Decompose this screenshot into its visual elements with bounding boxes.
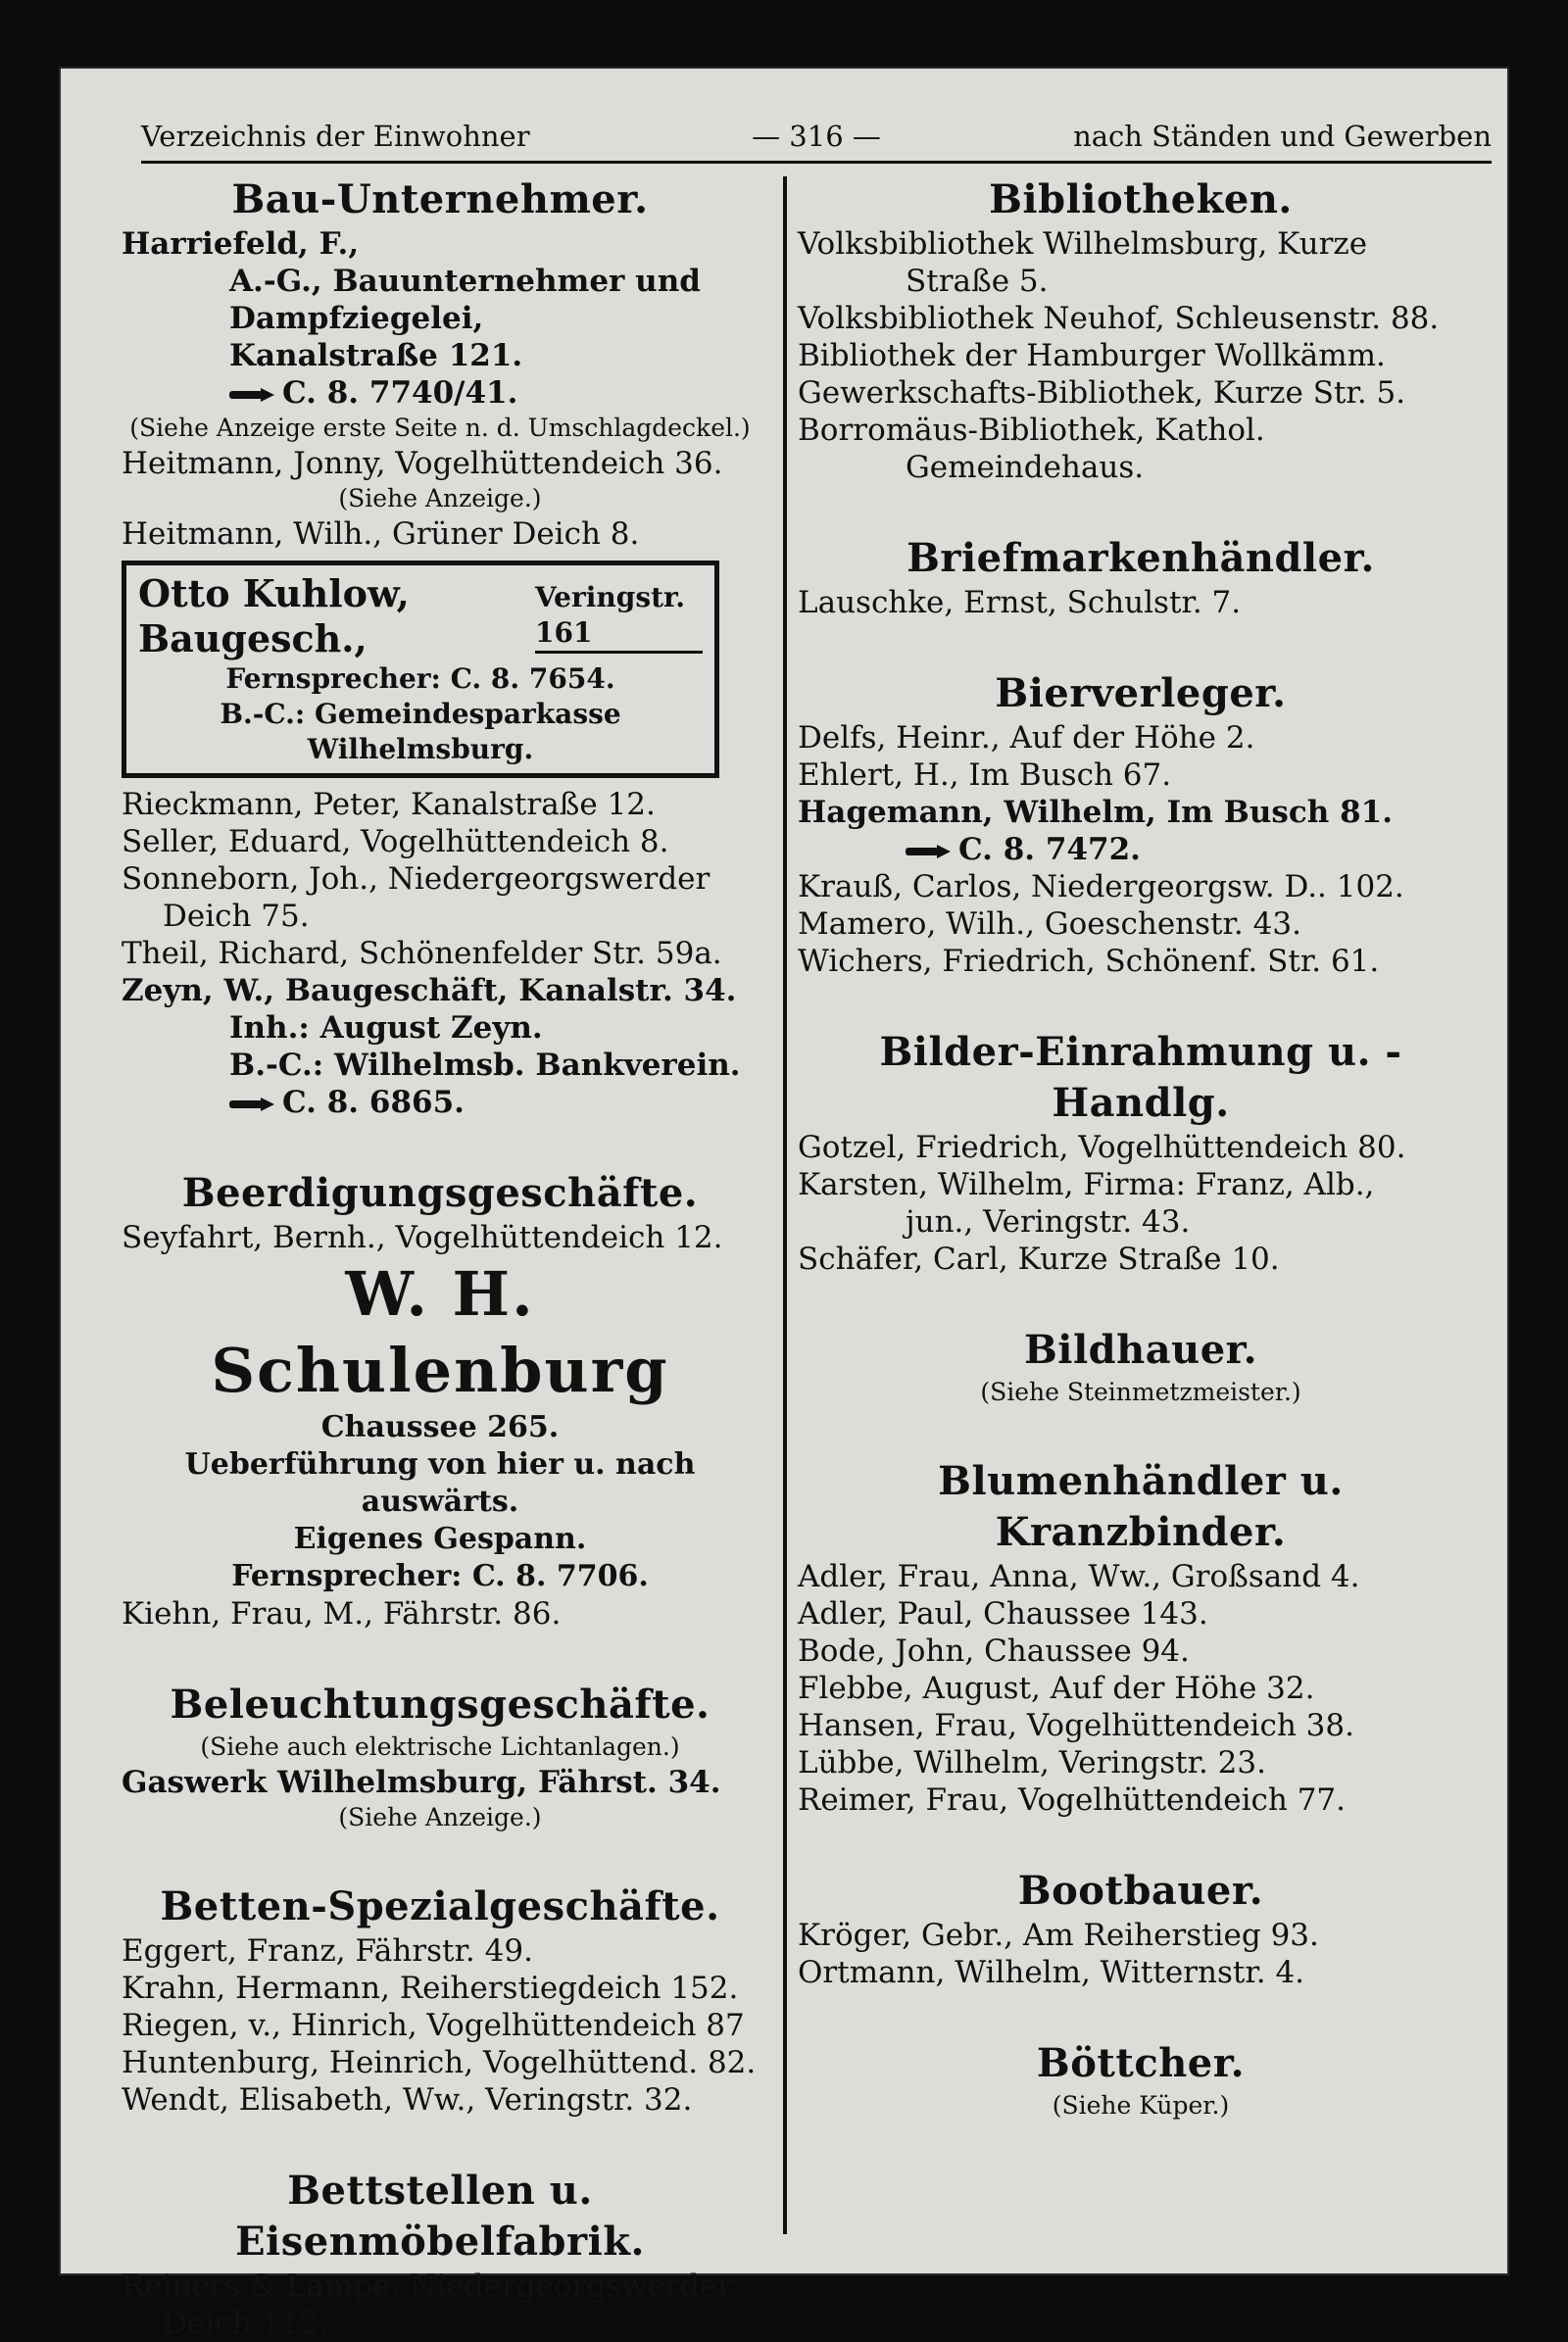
telephone-icon bbox=[229, 388, 274, 402]
entry-line: Volksbibliothek Wilhelmsburg, Kurze bbox=[798, 226, 1368, 262]
section-title: Bildhauer. bbox=[1023, 1327, 1258, 1373]
entry-line: Hagemann, Wilhelm, Im Busch 81. bbox=[798, 795, 1393, 830]
page-header bbox=[141, 112, 1492, 164]
entry-phone-line bbox=[122, 374, 759, 412]
entry-line: Huntenburg, Heinrich, Vogelhüttend. 82. bbox=[122, 2045, 757, 2080]
entry-phone-line bbox=[122, 1084, 759, 1121]
entry-line: Inh.: August Zeyn. bbox=[229, 1010, 543, 1046]
telephone-icon bbox=[229, 1098, 274, 1111]
entry-line: Delfs, Heinr., Auf der Höhe 2. bbox=[798, 720, 1255, 756]
column-divider bbox=[783, 176, 787, 2234]
advert-line: Fernsprecher: C. 8. 7706. bbox=[231, 1559, 649, 1593]
entry-line: Lauschke, Ernst, Schulstr. 7. bbox=[798, 585, 1242, 620]
section-beerdigungsgeschaefte bbox=[122, 1168, 759, 1633]
entry-line: Schäfer, Carl, Kurze Straße 10. bbox=[798, 1242, 1280, 1277]
entry-line: Seller, Eduard, Vogelhüttendeich 8. bbox=[122, 824, 669, 859]
section-title: Bettstellen u. Eisenmöbelfabrik. bbox=[235, 2168, 645, 2265]
entry-line: Kröger, Gebr., Am Reiherstieg 93. bbox=[798, 1918, 1319, 1953]
entry-line: Bode, John, Chaussee 94. bbox=[798, 1634, 1190, 1669]
advert-box-kuhlow bbox=[122, 561, 719, 778]
section-boettcher bbox=[798, 2038, 1484, 2122]
entry-line: A.-G., Bauunternehmer und bbox=[229, 264, 701, 299]
entry-note: (Siehe auch elektrische Lichtanlagen.) bbox=[200, 1732, 680, 1761]
entry-line: Dampfziegelei, bbox=[229, 301, 484, 336]
phone-number: C. 8. 7740/41. bbox=[282, 375, 518, 411]
entry-line: Flebbe, August, Auf der Höhe 32. bbox=[798, 1671, 1315, 1706]
entry-line: Deich 75. bbox=[163, 899, 310, 934]
section-bildhauer bbox=[798, 1325, 1484, 1409]
section-title: Beleuchtungsgeschäfte. bbox=[170, 1682, 710, 1728]
section-beleuchtungsgeschaefte bbox=[122, 1680, 759, 1834]
section-title: Betten-Spezialgeschäfte. bbox=[160, 1883, 720, 1929]
advert-address: Veringstr. 161 bbox=[535, 580, 703, 654]
entry-line: Seyfahrt, Bernh., Vogelhüttendeich 12. bbox=[122, 1220, 723, 1255]
entry-line: Adler, Frau, Anna, Ww., Großsand 4. bbox=[798, 1559, 1360, 1594]
section-bettstellen bbox=[122, 2166, 759, 2342]
advert-schulenburg bbox=[122, 1256, 759, 1595]
entry-line: Hansen, Frau, Vogelhüttendeich 38. bbox=[798, 1708, 1354, 1743]
advert-phone: Fernsprecher: C. 8. 7654. bbox=[225, 662, 615, 695]
advert-bank: B.-C.: Gemeindesparkasse Wilhelmsburg. bbox=[220, 698, 621, 765]
entry-line: Heitmann, Jonny, Vogelhüttendeich 36. bbox=[122, 446, 723, 481]
entry-line: Theil, Richard, Schönenfelder Str. 59a. bbox=[122, 936, 722, 971]
advert-line: Chaussee 265. bbox=[320, 1410, 560, 1444]
entry-line: jun., Veringstr. 43. bbox=[906, 1204, 1191, 1240]
section-title: Blumenhändler u. Kranzbinder. bbox=[938, 1458, 1344, 1555]
entry-line: Kanalstraße 121. bbox=[229, 338, 523, 373]
entry-line: Sonneborn, Joh., Niedergeorgswerder bbox=[122, 861, 710, 897]
entry-line: Volksbibliothek Neuhof, Schleusenstr. 88. bbox=[798, 301, 1440, 336]
entry-line: Lübbe, Wilhelm, Veringstr. 23. bbox=[798, 1745, 1266, 1781]
header-left: Verzeichnis der Einwohner bbox=[141, 120, 530, 153]
entry-note: (Siehe Steinmetzmeister.) bbox=[980, 1378, 1301, 1406]
entry-line: Mamero, Wilh., Goeschenstr. 43. bbox=[798, 906, 1301, 942]
entry-line: Krauß, Carlos, Niedergeorgsw. D.. 102. bbox=[798, 869, 1404, 904]
entry-line: Kiehn, Frau, M., Fährstr. 86. bbox=[122, 1596, 562, 1632]
entry-line: Gewerkschafts-Bibliothek, Kurze Str. 5. bbox=[798, 375, 1406, 411]
header-right: nach Ständen und Gewerben bbox=[1073, 120, 1492, 153]
entry-line: Bibliothek der Hamburger Wollkämm. bbox=[798, 338, 1386, 373]
section-bau-unternehmer bbox=[122, 174, 759, 1121]
entry-line: Karsten, Wilhelm, Firma: Franz, Alb., bbox=[798, 1167, 1375, 1202]
section-title: Beerdigungsgeschäfte. bbox=[181, 1170, 699, 1216]
entry-line: Adler, Paul, Chaussee 143. bbox=[798, 1596, 1208, 1632]
section-title: Böttcher. bbox=[1036, 2040, 1246, 2086]
entry-line: Ehlert, H., Im Busch 67. bbox=[798, 757, 1172, 793]
directory-page bbox=[61, 69, 1507, 2341]
entry-line: B.-C.: Wilhelmsb. Bankverein. bbox=[229, 1048, 741, 1083]
entry-line: Riegen, v., Hinrich, Vogelhüttendeich 87 bbox=[122, 2008, 745, 2043]
entry-phone-line bbox=[798, 831, 1484, 868]
entry-line: Deich 112. bbox=[163, 2306, 329, 2341]
section-title: Bibliotheken. bbox=[989, 176, 1293, 222]
entry-line: Gemeindehaus. bbox=[906, 450, 1145, 485]
entry-line: Gaswerk Wilhelmsburg, Fährst. 34. bbox=[122, 1765, 721, 1800]
entry-line: Wendt, Elisabeth, Ww., Veringstr. 32. bbox=[122, 2082, 693, 2118]
section-bierverleger bbox=[798, 668, 1484, 980]
section-briefmarkenhaendler bbox=[798, 533, 1484, 621]
section-bootbauer bbox=[798, 1866, 1484, 1991]
advert-line: Eigenes Gespann. bbox=[293, 1522, 587, 1556]
entry-line: Wichers, Friedrich, Schönenf. Str. 61. bbox=[798, 944, 1380, 979]
telephone-icon bbox=[906, 845, 951, 858]
section-bilder-einrahmung bbox=[798, 1027, 1484, 1278]
section-title: Briefmarkenhändler. bbox=[906, 535, 1375, 581]
section-bibliotheken bbox=[798, 174, 1484, 486]
phone-number: C. 8. 6865. bbox=[282, 1085, 465, 1120]
section-title: Bierverleger. bbox=[995, 670, 1287, 716]
entry-note: (Siehe Anzeige.) bbox=[338, 484, 542, 512]
entry-note: (Siehe Anzeige.) bbox=[338, 1803, 542, 1831]
entry-line: Harriefeld, F., bbox=[122, 226, 360, 262]
entry-line: Reiners & Lampe, Niedergeorgswerder bbox=[122, 2269, 732, 2304]
section-title: Bootbauer. bbox=[1017, 1868, 1264, 1914]
entry-line: Straße 5. bbox=[906, 264, 1049, 299]
entry-line: Reimer, Frau, Vogelhüttendeich 77. bbox=[798, 1782, 1346, 1818]
right-column bbox=[798, 174, 1484, 2122]
phone-number: C. 8. 7472. bbox=[958, 832, 1141, 867]
entry-line: Rieckmann, Peter, Kanalstraße 12. bbox=[122, 787, 656, 822]
entry-line: Krahn, Hermann, Reiherstiegdeich 152. bbox=[122, 1971, 739, 2006]
entry-line: Borromäus-Bibliothek, Kathol. bbox=[798, 413, 1265, 448]
advert-title: Otto Kuhlow, Baugesch., bbox=[138, 571, 410, 660]
section-title: Bau-Unternehmer. bbox=[231, 176, 649, 222]
entry-note: (Siehe Anzeige erste Seite n. d. Umschlagdeckel.) bbox=[129, 414, 751, 442]
section-blumenhaendler bbox=[798, 1456, 1484, 1819]
entry-line: Ortmann, Wilhelm, Witternstr. 4. bbox=[798, 1955, 1305, 1990]
entry-line: Eggert, Franz, Fährstr. 49. bbox=[122, 1933, 533, 1969]
section-title: Bilder-Einrahmung u. -Handlg. bbox=[879, 1029, 1402, 1126]
entry-line: Zeyn, W., Baugeschäft, Kanalstr. 34. bbox=[122, 973, 737, 1008]
section-betten-spezialgeschaefte bbox=[122, 1881, 759, 2119]
entry-note: (Siehe Küper.) bbox=[1052, 2091, 1230, 2120]
advert-title: W. H. Schulenburg bbox=[211, 1258, 669, 1406]
left-column bbox=[122, 174, 759, 2342]
entry-line: Heitmann, Wilh., Grüner Deich 8. bbox=[122, 516, 640, 552]
page-number: — 316 — bbox=[752, 120, 881, 153]
advert-line: Ueberführung von hier u. nach auswärts. bbox=[184, 1447, 696, 1519]
entry-line: Gotzel, Friedrich, Vogelhüttendeich 80. bbox=[798, 1130, 1406, 1165]
